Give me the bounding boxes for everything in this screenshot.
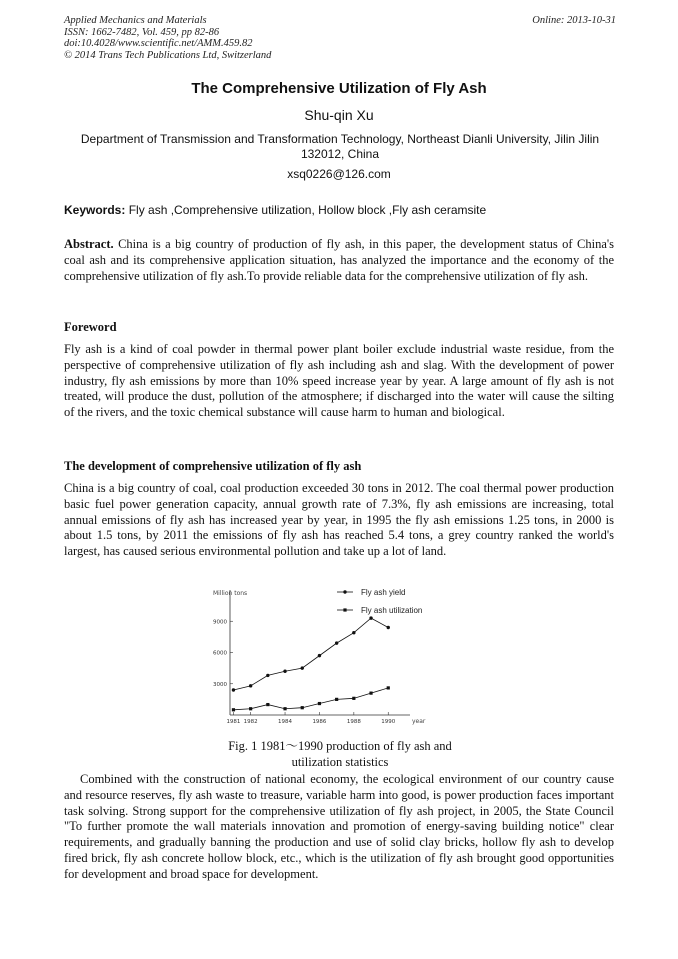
data-point-utilization — [369, 692, 372, 695]
figure-1 — [205, 580, 445, 730]
legend-marker-square — [343, 608, 346, 611]
journal-issn: ISSN: 1662-7482, Vol. 459, pp 82-86 — [64, 26, 220, 38]
development-heading: The development of comprehensive utilization of fly ash — [64, 459, 362, 473]
data-point-utilization — [266, 703, 269, 706]
y-tick-label: 3000 — [213, 681, 227, 688]
data-point-yield — [318, 654, 321, 657]
foreword-text: Fly ash is a kind of coal powder in thermal power plant boiler exclude industrial waste residue, from the perspective of comprehensive utilization of fly ash including ash and slag. With the development of power industry, fly ash emissions by more than 10% speed increase year by year. A large amount of fly ash is not treated, will produce the dust, pollution of the atmosphere; if discharged into the water will cause the silting of the rivers, and the toxic chemical substance will cause harm to human and biological. — [64, 342, 614, 420]
data-point-yield — [301, 666, 304, 669]
series-line-utilization — [233, 688, 388, 710]
data-point-yield — [352, 631, 355, 634]
data-point-yield — [266, 674, 269, 677]
abstract-text: China is a big country of production of fly ash, in this paper, the development status of China's coal ash and its comprehensive application situation, has analyzed the importance and the economy of the comprehensive utilization of fly ash.To provide reliable data for the comprehensive utilization of fly ash. — [64, 237, 614, 283]
development-text: China is a big country of coal, coal production exceeded 30 tons in 2012. The coal thermal power production basic fuel power generation capacity, annual growth rate of 7.3%, fly ash emissions are increasing, total annual emissions of fly ash has increased year by year, in 1995 the fly ash emissions 1.25 tons, in 2000 is about 1.5 tons, by 2011 the emissions of fly ash has reached 5.4 tons, a grey country ranked the world's largest, has caused serious environmental pollution and take up a lot of land. — [64, 481, 614, 559]
closing-text: Combined with the construction of national economy, the ecological environment of our country cause and resource reserves, fly ash waste to treasure, variable harm into good, is power production faces important task solving. Strong support for the comprehensive utilization of fly ash project, in 2005, the State Council "To further promote the wall materials innovation and promotion of energy-saving building notice" clear requirements, and gradually banning the production and use of solid clay bricks, hollow fly ash to develop fired brick, fly ash concrete hollow block, etc., which is the utilization of fly ash brought good opportunities for development and broad space for development. — [64, 772, 614, 881]
data-point-utilization — [301, 706, 304, 709]
fly-ash-chart — [205, 580, 445, 730]
keywords-text: Fly ash ,Comprehensive utilization, Hollow block ,Fly ash ceramsite — [125, 203, 487, 217]
journal-name: Applied Mechanics and Materials — [64, 15, 207, 26]
legend-marker-circle — [343, 590, 346, 593]
x-tick-label: 1988 — [346, 719, 361, 725]
x-tick-label: 1982 — [243, 719, 258, 725]
data-point-utilization — [387, 686, 390, 689]
data-point-utilization — [352, 697, 355, 700]
data-point-yield — [387, 626, 390, 629]
x-tick-label: 1981 — [226, 719, 241, 725]
foreword-heading: Foreword — [64, 320, 117, 334]
y-tick-label: 9000 — [213, 619, 227, 626]
journal-header — [64, 15, 616, 61]
figure-caption — [180, 739, 500, 770]
copyright-line: © 2014 Trans Tech Publications Ltd, Switzerland — [64, 49, 272, 61]
data-point-yield — [335, 641, 338, 644]
author-affiliation: Department of Transmission and Transformation Technology, Northeast Dianli University, Jilin Jilin 132012, China — [80, 132, 600, 161]
data-point-utilization — [249, 707, 252, 710]
data-point-yield — [283, 670, 286, 673]
data-point-yield — [369, 616, 372, 619]
data-point-utilization — [283, 707, 286, 710]
data-point-utilization — [335, 698, 338, 701]
data-point-yield — [249, 684, 252, 687]
author-name: Shu-qin Xu — [304, 107, 374, 123]
keywords — [64, 203, 616, 217]
keywords-label: Keywords: — [64, 203, 126, 217]
abstract — [64, 237, 614, 284]
author-email: xsq0226@126.com — [287, 167, 391, 181]
data-point-yield — [232, 688, 235, 691]
journal-doi: doi:10.4028/www.scientific.net/AMM.459.82 — [64, 38, 253, 49]
paper-title: The Comprehensive Utilization of Fly Ash — [191, 80, 487, 97]
data-point-utilization — [232, 708, 235, 711]
y-tick-label: 6000 — [213, 650, 227, 657]
legend-label: Fly ash utilization — [361, 606, 423, 615]
data-point-utilization — [318, 702, 321, 705]
caption-line-1: Fig. 1 1981～1990 production of fly ash and — [228, 739, 452, 753]
y-axis-label: Million tons — [213, 590, 248, 597]
x-tick-label: 1990 — [381, 719, 396, 725]
x-tick-label: 1984 — [278, 719, 293, 725]
caption-line-2: utilization statistics — [291, 754, 389, 769]
x-tick-label: 1986 — [312, 719, 327, 725]
online-date: Online: 2013-10-31 — [532, 15, 616, 26]
legend-label: Fly ash yield — [361, 588, 406, 597]
x-axis-label: year — [412, 718, 426, 725]
series-line-yield — [233, 618, 388, 690]
abstract-label: Abstract. — [64, 237, 114, 251]
